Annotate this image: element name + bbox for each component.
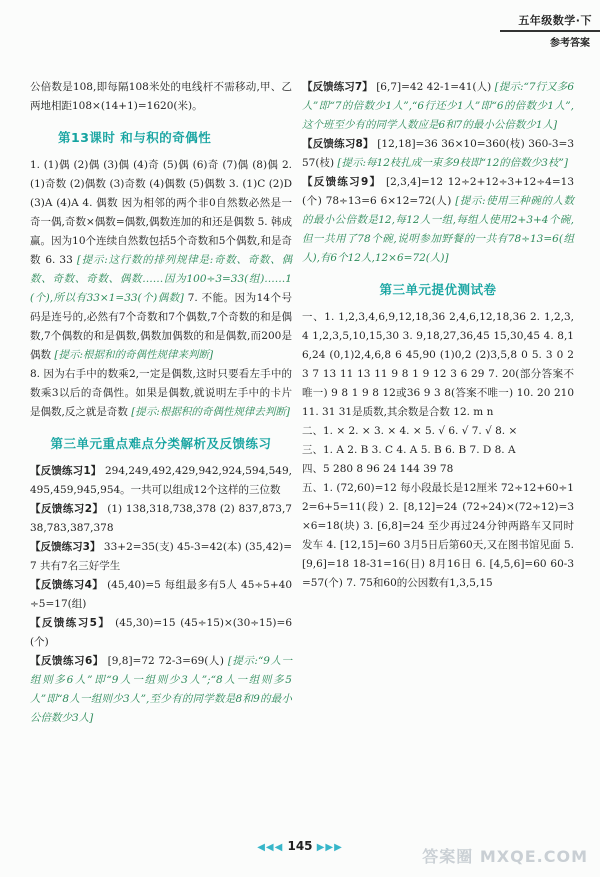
hint-text: [提示:每12枝扎成一束多9枝即“12的倍数少3枝”] [337,157,568,169]
feedback-item [30,652,292,728]
test-part-3: 三、1. A 2. B 3. C 4. A 5. B 6. B 7. D 8. A [302,444,516,456]
feedback-text: (1) 138,318,738,378 (2) 837,873,738,783,387,378 [30,503,292,534]
feedback-text: 294,249,492,429,942,924,594,549,495,459,945,954。一共可以组成12个这样的三位数 [30,465,293,496]
hint-text: [提示:“9人一组则多6人”即“9人一组则少3人”;“8人一组则多5人”即“8人一组则少3人”,至少有的同学数是8和9的最小公倍数少3人] [30,655,292,724]
hint-text: [提示:根据积的奇偶性规律去判断] [131,406,290,418]
feedback-item [302,173,574,268]
feedback-tag: 【反馈练习3】 [30,541,101,553]
test-title: 第三单元提优测试卷 [379,282,497,297]
feedback-item [30,500,292,538]
page-number: 145 [287,839,313,853]
left-column [30,78,292,728]
section-subtitle: 参考答案 [550,38,590,49]
watermark: 答案圈 MXQE.COM [422,847,588,866]
answer-text: 8. 因为右手中的数乘2,一定是偶数,这时只要看左手中的数乘3以后的奇偶性。如果是偶数,就说明左手中的卡片是偶数,反之就是奇数 [30,368,292,418]
test-part-2: 二、1. × 2. × 3. × 4. × 5. √ 6. √ 7. √ 8. × [302,425,518,437]
right-column [302,78,574,593]
hint-text: [提示:“7行又多6人”即“7的倍数少1人”,“6行还少1人”即“6的倍数少1人”,这个班至少有的同学人数应是6和7的最小公倍数少1人] [302,81,574,131]
feedback-item [302,78,574,135]
header-rule [500,30,600,32]
feedback-text: 33+2=35(支) 45-3=42(本) (35,42)=7 共有7名三好学生 [30,541,292,572]
feedback-tag: 【反馈练习2】 [30,503,104,515]
feedback-text: [2,3,4]=12 12÷2+12÷3+12÷4=13(个) 78÷13=6 6×12=72(人) [302,176,574,207]
answer-text: 1. (1)偶 (2)偶 (3)偶 (4)奇 (5)偶 (6)奇 (7)偶 (8)偶 2. (1)奇数 (2)偶数 (3)奇数 (4)偶数 (5)偶数 3. (1)C (2)D (3)A (4)A 4. 偶数 因为相邻的两个非0自然数必然是一奇一偶,奇数×偶数=偶数,偶数连加的和还是偶数 5. 韩成赢。因为10个连续自然数包括5个奇数和5个偶数,和是奇数 6. 33 [30,159,292,266]
lesson-answers-2 [30,365,292,422]
left-arrows-icon: ◀◀◀ [257,842,284,853]
test-part-5: 五、1. (72,60)=12 每小段最长是12厘米 72÷12+60÷12=6+5=11(段) 2. [8,12]=24 (72÷24)×(72÷12)=3×6=18(块) 3. [6,8]=24 至少再过24分钟两路车又同时发车 4. [12,15]=60 3月5日后第60天,又在图书馆见面 5. [9,6]=18 18-31=16(日) 8月16日 6. [4,5,6]=60 60-3=57(个) 7. 75和60的公因数有1,3,5,15 [302,482,574,589]
lesson-title: 第13课时 和与积的奇偶性 [58,130,212,145]
feedback-text: [6,7]=42 42-1=41(人) [372,81,495,93]
feedback-item [30,462,292,500]
lesson-answers [30,156,292,365]
feedback-tag: 【反馈练习5】 [30,617,111,629]
test-part-1: 一、1. 1,2,3,4,6,9,12,18,36 2,4,6,12,18,36 2. 1,2,3,4 1,2,3,5,10,15,30 3. 9,18,27,36,45 15,30,45 4. 8,16,24 (0,1)2,4,6,8 6 45,90 (1)0,2 (2)3,5,8 0 5. 3 0 2 3 7 13 11 13 11 9 8 1 9 12 3 6 29 7. 20(部分答案不唯一) 9 8 1 9 8 12或36 9 3 8(答案不唯一) 10. 20 210 11. 31 31是质数,其余数是合数 12. m n [302,311,574,418]
right-arrows-icon: ▶▶▶ [316,842,343,853]
hint-text: [提示:这行数的排列规律是:奇数、奇数、偶数、奇数、奇数、偶数……因为100÷3=33(组)……1(个),所以有33×1=33(个)偶数] [30,254,292,304]
feedback-item [30,538,292,576]
unit-title: 第三单元重点难点分类解析及反馈练习 [50,436,272,451]
feedback-text: [9,8]=72 72-3=69(人) [103,655,228,667]
page-header [500,0,600,52]
feedback-text: (45,30)=15 (45÷15)×(30÷15)=6(个) [30,617,292,648]
hint-text: [提示:使用三种碗的人数的最小公倍数是12,每12人一组,每组人使用2+3+4个碗,但一共用了78个碗,说明参加野餐的一共有78÷13=6(组人),有6个12人,12×6=72(人)] [302,195,574,264]
feedback-tag: 【反馈练习6】 [30,655,104,667]
hint-text: [提示:根据和的奇偶性规律来判断] [54,349,214,361]
feedback-item [302,135,574,173]
feedback-tag: 【反馈练习7】 [302,81,373,93]
feedback-item [30,614,292,652]
feedback-tag: 【反馈练习4】 [30,579,104,591]
feedback-text: (45,40)=5 每组最多有5人 45÷5+40÷5=17(组) [30,579,293,610]
feedback-text: [12,18]=36 36×10=360(枝) 360-3=357(枝) [302,138,574,169]
book-title: 五年级数学·下 [518,14,592,27]
feedback-item [30,576,292,614]
feedback-tag: 【反馈练习1】 [30,465,102,477]
intro-paragraph: 公倍数是108,即每隔108米处的电线杆不需移动,甲、乙两地相距108×(14+1)=1620(米)。 [30,81,292,112]
answer-text: 7. 不能。因为14个号码是连号的,必然有7个奇数和7个偶数,7个奇数的和是偶数,7个偶数的和是偶数,偶数加偶数的和是偶数,而200是偶数 [30,292,292,361]
feedback-tag: 【反馈练习9】 [302,176,382,188]
feedback-tag: 【反馈练习8】 [302,138,374,150]
test-part-4: 四、5 280 8 96 24 144 39 78 [302,463,454,475]
